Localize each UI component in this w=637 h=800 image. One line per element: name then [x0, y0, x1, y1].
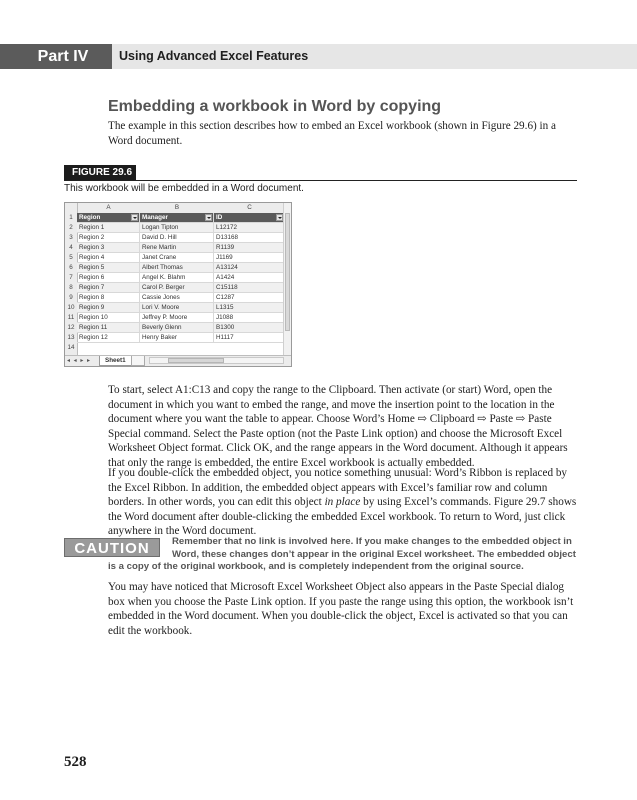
- header-label: Manager: [142, 214, 168, 221]
- table-row: [65, 323, 285, 333]
- header-label: Region: [79, 214, 101, 221]
- header-cell-manager: [140, 213, 214, 223]
- header-cell-id: [214, 213, 285, 223]
- table-row: [65, 263, 285, 273]
- cell-region[interactable]: Region 5: [77, 263, 140, 273]
- table-row: [65, 293, 285, 303]
- cell-manager[interactable]: Logan Tipton: [140, 223, 214, 233]
- body-paragraph: To start, select A1:C13 and copy the range to the Clipboard. Then activate (or start) Word, open the document in which you want to embed the range, and move the insertion point to the location in the document where you want the table to appear. Choose Word’s Home ⇨ Clipboard ⇨ Paste ⇨ Paste Special command. Select the Paste option (not the Paste Link option) and choose the Microsoft Excel Worksheet Object format. Click OK, and the range appears in the Word document. Although it appears that only the range is embedded, the entire Excel workbook is actually embedded.: [108, 384, 568, 469]
- row-number: 3: [69, 234, 73, 241]
- table-row: [65, 333, 285, 343]
- paragraph-text: by using Excel’s commands. Figure 29.7 shows the Word document after double-clicking the embedded Excel workbook. To return to Word, just click anywhere in the Word document.: [108, 496, 577, 537]
- row-number: 14: [67, 344, 75, 351]
- row-number: 1: [69, 214, 73, 221]
- cell-id[interactable]: C15118: [214, 283, 285, 293]
- header-cell-region: [77, 213, 140, 223]
- vertical-scroll-thumb[interactable]: [285, 213, 290, 331]
- cell-manager[interactable]: Rene Martin: [140, 243, 214, 253]
- new-sheet-tab-icon[interactable]: [131, 356, 145, 366]
- intro-paragraph: The example in this section describes how to embed an Excel workbook (shown in Figure 29.6) in a Word document.: [108, 120, 557, 147]
- running-header-title: Using Advanced Excel Features: [119, 49, 309, 63]
- row-number: 12: [67, 324, 75, 331]
- table-row-empty: [65, 343, 285, 353]
- row-number: 8: [69, 284, 73, 291]
- cell-manager[interactable]: Cassie Jones: [140, 293, 214, 303]
- table-row: [65, 243, 285, 253]
- cell-id[interactable]: D13168: [214, 233, 285, 243]
- cell-id[interactable]: L1315: [214, 303, 285, 313]
- cell-region[interactable]: Region 4: [77, 253, 140, 263]
- column-letter-c: C: [247, 204, 252, 211]
- cell-manager[interactable]: Albert Thomas: [140, 263, 214, 273]
- cell-id[interactable]: J1169: [214, 253, 285, 263]
- table-row: [65, 233, 285, 243]
- filter-dropdown-icon[interactable]: [131, 214, 138, 221]
- row-number: 2: [69, 224, 73, 231]
- cell-id[interactable]: R1139: [214, 243, 285, 253]
- row-number: 6: [69, 264, 73, 271]
- table-header-row: [65, 213, 285, 223]
- row-number: 5: [69, 254, 73, 261]
- cell-id[interactable]: C1287: [214, 293, 285, 303]
- page-number: 528: [64, 754, 87, 770]
- caution-badge-spacer: [108, 536, 172, 560]
- horizontal-scrollbar[interactable]: [149, 357, 284, 364]
- caution-note: [108, 536, 578, 574]
- figure-caption: This workbook will be embedded in a Word document.: [64, 183, 304, 194]
- row-number: 11: [67, 314, 75, 321]
- row-number: 7: [69, 274, 73, 281]
- vertical-scrollbar[interactable]: [283, 203, 291, 357]
- header-label: ID: [216, 214, 223, 221]
- column-letter-a: A: [106, 204, 111, 211]
- cell-id[interactable]: A1424: [214, 273, 285, 283]
- cell-id[interactable]: A13124: [214, 263, 285, 273]
- cell-manager[interactable]: Janet Crane: [140, 253, 214, 263]
- table-row: [65, 223, 285, 233]
- cell-region[interactable]: Region 1: [77, 223, 140, 233]
- cell-manager[interactable]: David D. Hill: [140, 233, 214, 243]
- row-number: 10: [67, 304, 75, 311]
- filter-dropdown-icon[interactable]: [205, 214, 212, 221]
- part-tab: [0, 44, 112, 69]
- cell-id[interactable]: B1300: [214, 323, 285, 333]
- table-row: [65, 313, 285, 323]
- cell-region[interactable]: Region 10: [77, 313, 140, 323]
- cell-region[interactable]: Region 8: [77, 293, 140, 303]
- figure-label-rule: [64, 165, 577, 181]
- sheet-nav-arrows-icon[interactable]: ◂ ◂ ▸ ▸: [67, 358, 92, 364]
- table-row: [65, 253, 285, 263]
- cell-id[interactable]: L12172: [214, 223, 285, 233]
- sheet-tab[interactable]: Sheet1: [99, 356, 132, 366]
- part-label: Part IV: [37, 48, 89, 65]
- cell-manager[interactable]: Henry Baker: [140, 333, 214, 343]
- cell-region[interactable]: Region 2: [77, 233, 140, 243]
- row-number: 4: [69, 244, 73, 251]
- cell-manager[interactable]: Carol P. Berger: [140, 283, 214, 293]
- body-paragraph: [108, 466, 578, 539]
- cell-id[interactable]: H1117: [214, 333, 285, 343]
- spreadsheet-figure: [64, 202, 292, 367]
- table-row: [65, 273, 285, 283]
- paragraph-text: If you double-click the embedded object, you notice something unusual: Word’s Ribbon is replaced by the Excel Ribbon. In addition, the embedded object appears with Excel’s familiar row and column borders. In other words, you can edit this object: [108, 467, 568, 508]
- cell-manager[interactable]: Lori V. Moore: [140, 303, 214, 313]
- emphasis-text: in place: [324, 496, 361, 508]
- cell-region[interactable]: Region 7: [77, 283, 140, 293]
- row-number: 13: [67, 334, 75, 341]
- cell-id[interactable]: J1088: [214, 313, 285, 323]
- table-row: [65, 283, 285, 293]
- cell-manager[interactable]: Angel K. Blahm: [140, 273, 214, 283]
- filter-dropdown-icon[interactable]: [276, 214, 283, 221]
- column-letter-b: B: [174, 204, 180, 211]
- horizontal-scroll-thumb[interactable]: [168, 358, 224, 363]
- cell-region[interactable]: Region 9: [77, 303, 140, 313]
- body-paragraph: You may have noticed that Microsoft Excel Worksheet Object also appears in the Paste Special dialog box when you choose the Paste Link option. If you paste the range using this option, the workbook isn’t embedded in the Word document. When you double-click the object, Excel is activated so that you can edit the workbook.: [108, 581, 574, 637]
- caution-note-text: Remember that no link is involved here. If you make changes to the embedded object in Word, these changes don’t appear in the original Excel worksheet. The embedded object is a copy of the original workbook, and is completely independent from the original source.: [108, 536, 576, 572]
- cell-manager[interactable]: Jeffrey P. Moore: [140, 313, 214, 323]
- cell-region[interactable]: Region 12: [77, 333, 140, 343]
- table-row: [65, 303, 285, 313]
- cell-region[interactable]: Region 6: [77, 273, 140, 283]
- sheet-tab-bar: [65, 355, 291, 366]
- cell-manager[interactable]: Beverly Glenn: [140, 323, 214, 333]
- row-number: 9: [69, 294, 73, 301]
- cell-region[interactable]: Region 11: [77, 323, 140, 333]
- section-heading: Embedding a workbook in Word by copying: [108, 98, 442, 115]
- caution-badge: CAUTION: [64, 538, 160, 557]
- figure-label: FIGURE 29.6: [64, 165, 136, 180]
- cell-region[interactable]: Region 3: [77, 243, 140, 253]
